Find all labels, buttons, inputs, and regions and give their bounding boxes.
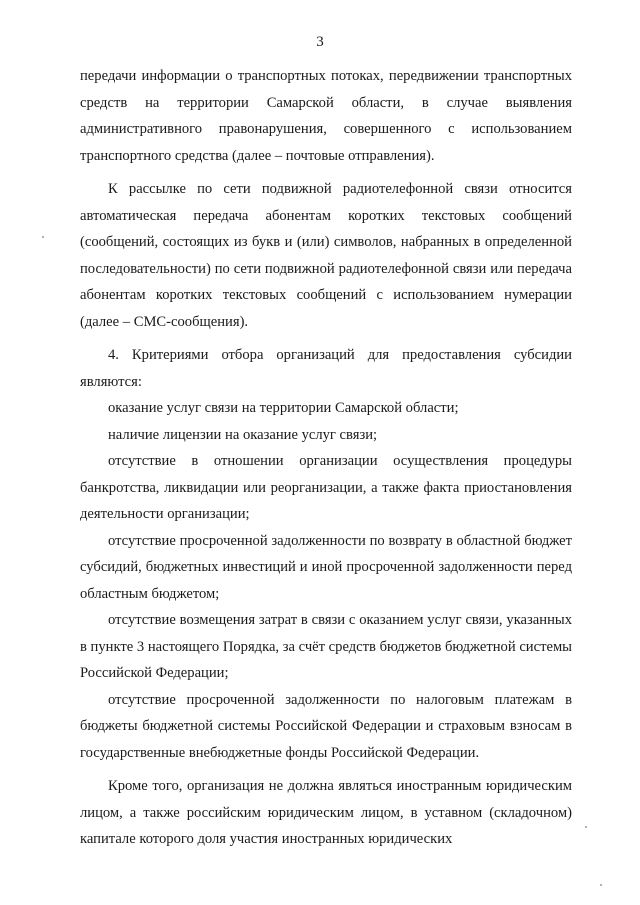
scan-speck — [42, 236, 44, 238]
page-number: 3 — [316, 34, 324, 50]
criterion-no-tax-debt: отсутствие просроченной задолженности по налоговым платежам в бюджеты бюджетной системы Российской Федерации и страховым взносам в государственные внебюджетные фонды Российской Федерации. — [80, 691, 572, 761]
paragraph-sms-definition: К рассылке по сети подвижной радиотелефонной связи относится автоматическая передача абонентам коротких текстовых сообщений (сообщений, состоящих из букв и (или) символов, набранных в определенной последовательности) по сети подвижной радиотелефонной связи или передача абонентам коротких текстовых сообщений с использованием нумерации (далее – СМС-сообщения). — [80, 181, 572, 330]
criterion-no-cost-reimbursement: отсутствие возмещения затрат в связи с оказанием услуг связи, указанных в пункте 3 настоящего Порядка, за счёт средств бюджетов бюджетной системы Российской Федерации; — [80, 612, 572, 681]
paragraph-foreign-entity-restriction: Кроме того, организация не должна являться иностранным юридическим лицом, а также российским юридическим лицом, в уставном (складочном) капитале которого доля участия иностранных юридических — [80, 778, 572, 847]
paragraph-mail-definition-continued: передачи информации о транспортных потоках, передвижении транспортных средств на территории Самарской области, в случае выявления административного правонарушения, совершенного с использованием транспортного средства (далее – почтовые отправления). — [80, 68, 572, 164]
scan-speck — [600, 884, 602, 886]
scan-speck — [585, 826, 587, 828]
criterion-no-bankruptcy: отсутствие в отношении организации осуществления процедуры банкротства, ликвидации или реорганизации, а также факта приостановления деятельности организации; — [80, 453, 572, 522]
criterion-license: наличие лицензии на оказание услуг связи; — [108, 426, 378, 443]
document-body — [80, 63, 572, 853]
criterion-communication-services: оказание услуг связи на территории Самарской области; — [108, 400, 459, 416]
criterion-no-budget-debt: отсутствие просроченной задолженности по возврату в областной бюджет субсидий, бюджетных инвестиций и иной просроченной задолженности перед областным бюджетом; — [80, 532, 572, 602]
paragraph-selection-criteria: 4. Критериями отбора организаций для предоставления субсидии являются: — [80, 347, 572, 390]
